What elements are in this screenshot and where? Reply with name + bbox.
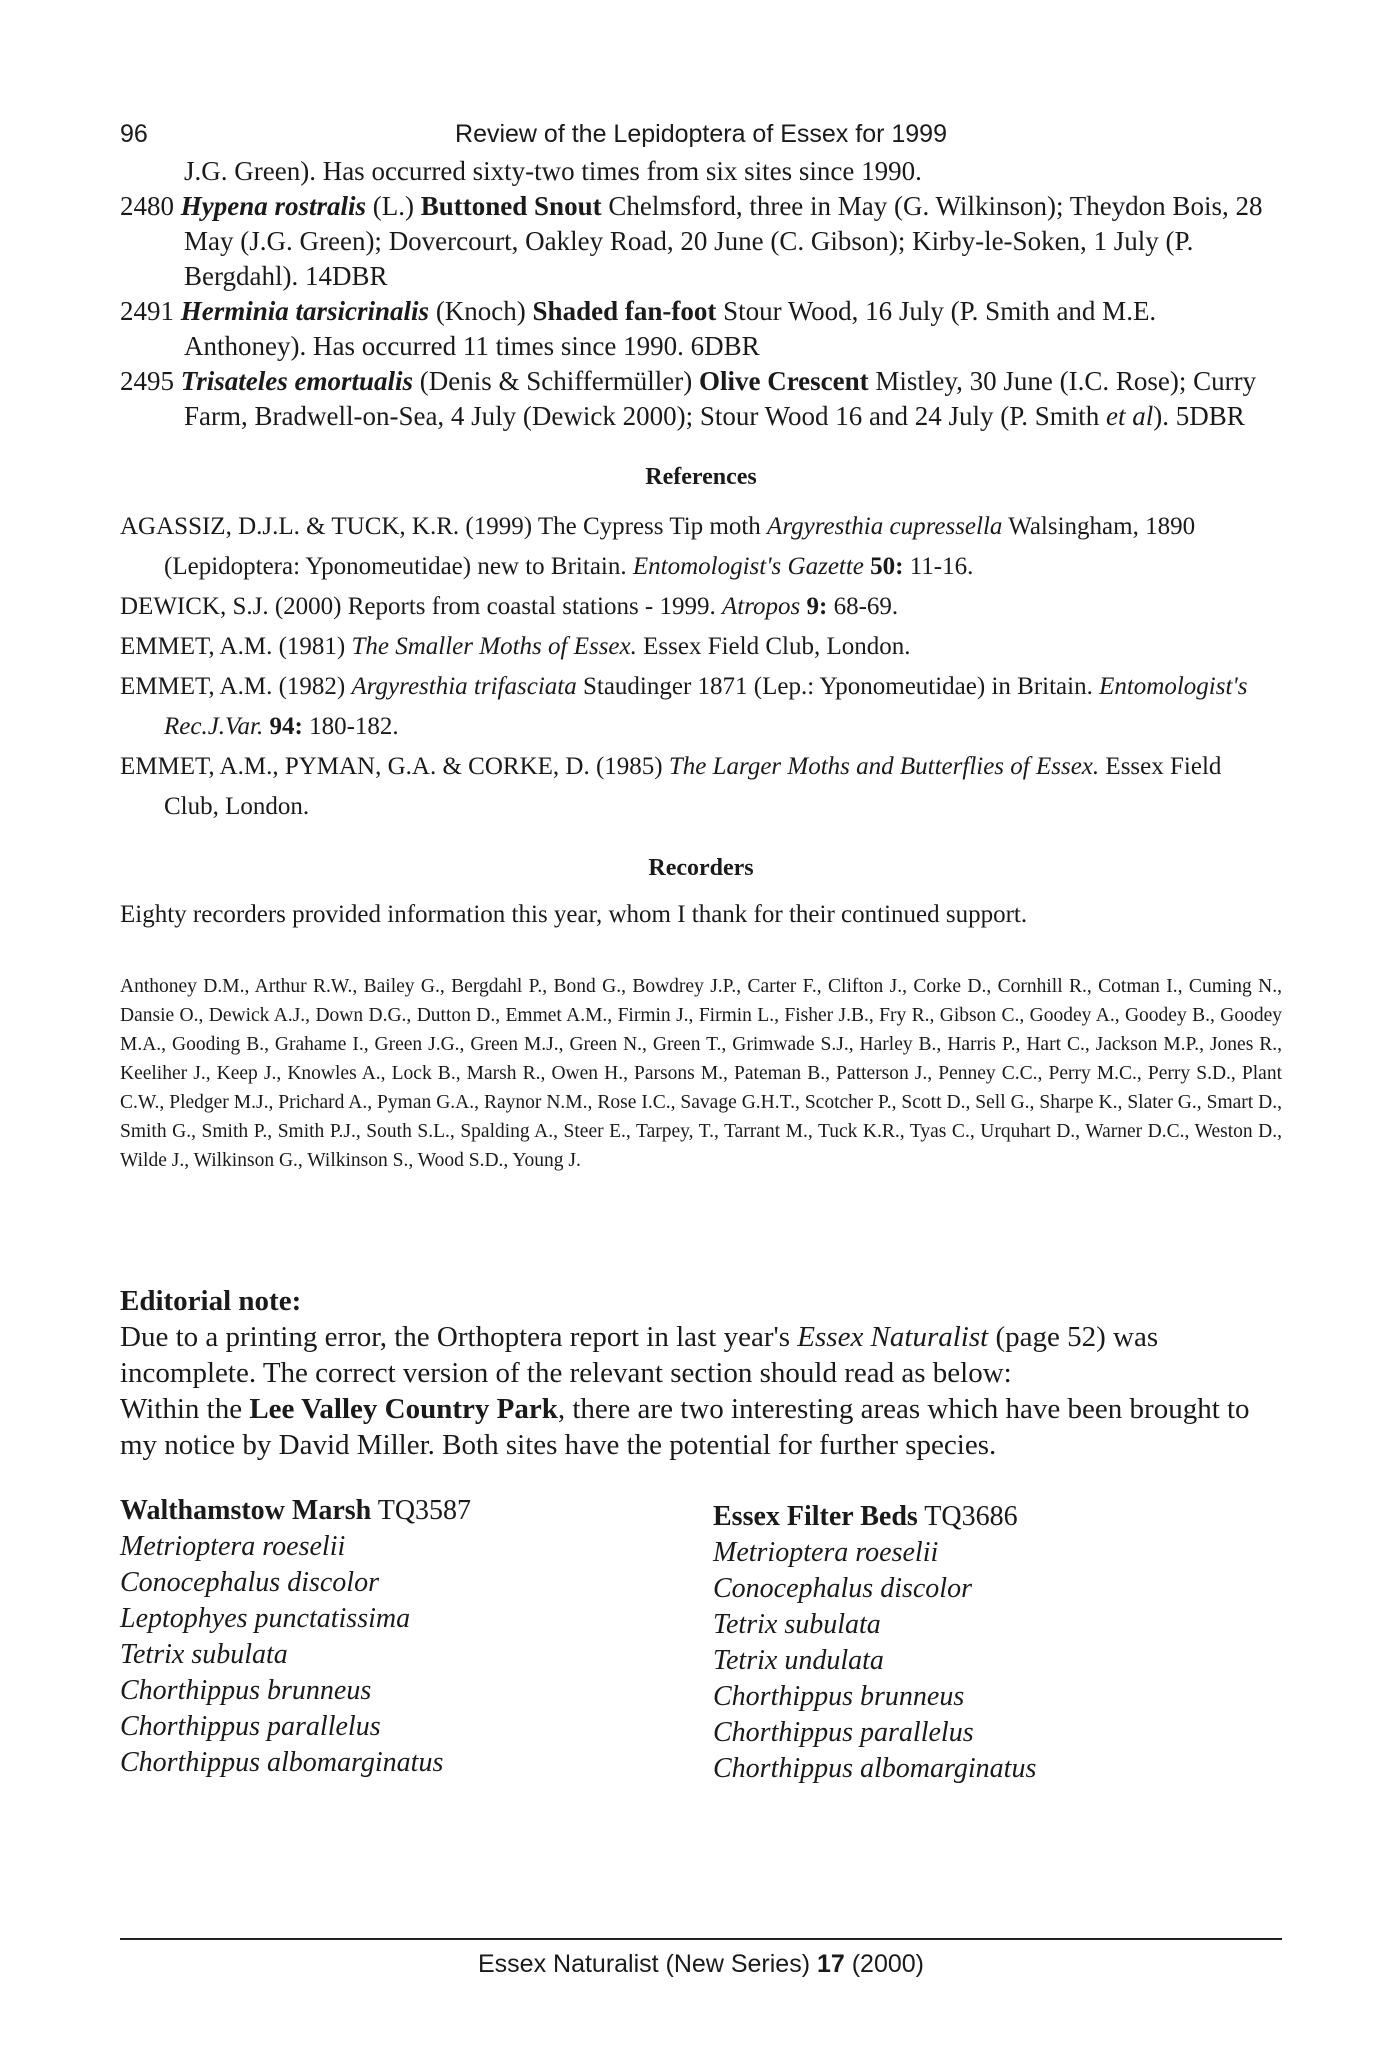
ref-text: EMMET, A.M. (1982) bbox=[120, 673, 352, 700]
site-name: Walthamstow Marsh bbox=[120, 1495, 372, 1526]
site-name: Essex Filter Beds bbox=[713, 1501, 918, 1532]
recorders-list: Anthoney D.M., Arthur R.W., Bailey G., Bergdahl P., Bond G., Bowdrey J.P., Carter F., Clifton J., Corke D., Cornhill R., Cotman I., Cuming N., Dansie O., Dewick A.J., Down D.G., Dutton D., Emmet A.M., Firmin J., Firmin L., Fisher J.B., Fry R., Gibson C., Goodey A., Goodey B., Goodey M.A., Gooding B., Grahame I., Green J.G., Green M.J., Green N., Green T., Grimwade S.J., Harley B., Harris P., Hart C., Jackson M.P., Jones R., Keeliher J., Keep J., Knowles A., Lock B., Marsh R., Owen H., Parsons M., Pateman B., Patterson J., Penney C.C., Perry M.C., Perry S.D., Plant C.W., Pledger M.J., Prichard A., Pyman G.A., Raynor N.M., Rose I.C., Savage G.H.T., Scotcher P., Scott D., Sell G., Sharpe K., Slater G., Smart D., Smith G., Smith P., Smith P.J., South S.L., Spalding A., Steer E., Tarpey, T., Tarrant M., Tuck K.R., Tyas C., Urquhart D., Warner D.C., Weston D., Wilde J., Wilkinson G., Wilkinson S., Wood S.D., Young J. bbox=[120, 976, 1282, 1171]
species-entry-2495 bbox=[120, 364, 1282, 434]
site-heading bbox=[713, 1499, 1036, 1535]
site-column-walthamstow bbox=[120, 1493, 471, 1781]
grid-ref: TQ3587 bbox=[371, 1495, 472, 1526]
species-name: Chorthippus albomarginatus bbox=[713, 1753, 1037, 1784]
ref-text: Essex Field Club, London. bbox=[636, 633, 911, 660]
ref-text: DEWICK, S.J. (2000) Reports from coastal stations - 1999. bbox=[120, 593, 723, 620]
species-name: Conocephalus discolor bbox=[713, 1573, 972, 1604]
ref-pages: 180-182. bbox=[302, 713, 399, 740]
page-footer bbox=[120, 1950, 1282, 1979]
references-heading: References bbox=[645, 464, 757, 490]
ref-text: EMMET, A.M. (1981) bbox=[120, 633, 352, 660]
species-name: Tetrix undulata bbox=[713, 1645, 884, 1676]
species-name: Chorthippus parallelus bbox=[120, 1711, 381, 1742]
species-name: Tetrix subulata bbox=[120, 1639, 288, 1670]
entry-text: Chelmsford, three in May (G. Wilkinson); Theydon Bois, 28 May (J.G. Green); Dovercourt, Oakley Road, 20 June (C. Gibson); Kirby-le-Soken, 1 July (P. Bergdahl). 14DBR bbox=[184, 191, 1263, 291]
footer-text: Essex Naturalist (New Series) bbox=[477, 1950, 817, 1978]
editorial-note bbox=[120, 1283, 1282, 1463]
footer-year: (2000) bbox=[844, 1950, 924, 1978]
ref-text: Walsingham, 1890 (Lepidoptera: Yponomeutidae) new to Britain. bbox=[164, 513, 1196, 580]
reference-item bbox=[120, 667, 1282, 747]
ref-volume: 94: bbox=[269, 713, 303, 740]
running-title: Review of the Lepidoptera of Essex for 1999 bbox=[455, 120, 947, 148]
reference-item bbox=[120, 747, 1282, 827]
ref-italic: Argyresthia trifasciata bbox=[351, 673, 577, 700]
editorial-paragraph bbox=[120, 1391, 1282, 1463]
footer-rule bbox=[120, 1938, 1282, 1940]
species-name: Conocephalus discolor bbox=[120, 1567, 379, 1598]
et-al: et al bbox=[1106, 401, 1154, 431]
reference-item bbox=[120, 627, 1282, 667]
page-header bbox=[120, 110, 1282, 154]
recorders-intro: Eighty recorders provided information this year, whom I thank for their continued support. bbox=[120, 901, 1028, 928]
entry-text: Stour Wood, 16 July (P. Smith and M.E. Anthoney). Has occurred 11 times since 1990. 6DBR bbox=[184, 296, 1157, 361]
species-name: Tetrix subulata bbox=[713, 1609, 881, 1640]
ref-journal: Entomologist's Gazette bbox=[632, 553, 864, 580]
author: (Knoch) bbox=[429, 296, 533, 326]
entry-text: Mistley, 30 June (I.C. Rose); Curry Farm, Bradwell-on-Sea, 4 July (Dewick 2000); Stour Wood 16 and 24 July (P. Smith bbox=[184, 366, 1257, 431]
editorial-text: Due to a printing error, the Orthoptera report in last year's bbox=[120, 1321, 798, 1353]
scientific-name: Herminia tarsicrinalis bbox=[180, 296, 430, 326]
species-name: Chorthippus brunneus bbox=[120, 1675, 372, 1706]
species-entry-2491 bbox=[120, 294, 1282, 364]
recorders-heading: Recorders bbox=[648, 855, 754, 881]
editorial-text: , there are two interesting areas which have been brought to my notice by David Miller. Both sites have the potential for further species. bbox=[120, 1393, 1250, 1461]
entry-end: ). 5DBR bbox=[1153, 401, 1245, 431]
editorial-heading: Editorial note: bbox=[120, 1285, 302, 1317]
reference-item bbox=[120, 507, 1282, 587]
ref-volume: 50: bbox=[870, 553, 904, 580]
grid-ref: TQ3686 bbox=[917, 1501, 1018, 1532]
common-name: Shaded fan-foot bbox=[532, 296, 717, 326]
entry-number: 2491 bbox=[120, 296, 174, 326]
editorial-text: (page 52) was incomplete. The correct version of the relevant section should read as below: bbox=[120, 1321, 1159, 1389]
journal-title: Essex Naturalist bbox=[797, 1321, 989, 1353]
footer-volume: 17 bbox=[816, 1950, 845, 1978]
editorial-paragraph bbox=[120, 1319, 1282, 1391]
entry-number: 2495 bbox=[120, 366, 174, 396]
species-name: Chorthippus parallelus bbox=[713, 1717, 974, 1748]
ref-journal: Entomologist's Rec.J.Var. bbox=[164, 673, 1248, 740]
species-entry-2480 bbox=[120, 189, 1282, 294]
ref-volume: 9: bbox=[806, 593, 828, 620]
ref-pages: 11-16. bbox=[903, 553, 974, 580]
ref-journal: Atropos bbox=[722, 593, 801, 620]
species-name: Chorthippus brunneus bbox=[713, 1681, 965, 1712]
ref-text: EMMET, A.M., PYMAN, G.A. & CORKE, D. (1985) bbox=[120, 753, 669, 780]
entry-number: 2480 bbox=[120, 191, 174, 221]
ref-pages: 68-69. bbox=[827, 593, 899, 620]
author: (Denis & Schiffermüller) bbox=[413, 366, 699, 396]
species-name: Metrioptera roeselii bbox=[713, 1537, 939, 1568]
scientific-name: Hypena rostralis bbox=[180, 191, 367, 221]
ref-text: AGASSIZ, D.J.L. & TUCK, K.R. (1999) The Cypress Tip moth bbox=[120, 513, 768, 540]
species-name: Metrioptera roeselii bbox=[120, 1531, 346, 1562]
reference-item bbox=[120, 587, 1282, 627]
species-name: Leptophyes punctatissima bbox=[120, 1603, 411, 1634]
ref-text: Staudinger 1871 (Lep.: Yponomeutidae) in Britain. bbox=[576, 673, 1100, 700]
ref-text: Essex Field Club, London. bbox=[164, 753, 1222, 820]
site-column-filter-beds bbox=[713, 1499, 1036, 1787]
editorial-text: Within the bbox=[120, 1393, 250, 1425]
ref-italic: The Larger Moths and Butterflies of Essex. bbox=[668, 753, 1100, 780]
common-name: Olive Crescent bbox=[698, 366, 869, 396]
species-name: Chorthippus albomarginatus bbox=[120, 1747, 444, 1778]
entry-continuation: J.G. Green). Has occurred sixty-two times from six sites since 1990. bbox=[184, 156, 922, 186]
site-species-columns bbox=[120, 1493, 1282, 1823]
author: (L.) bbox=[366, 191, 421, 221]
park-name: Lee Valley Country Park bbox=[249, 1393, 558, 1425]
page bbox=[120, 110, 1282, 1823]
scientific-name: Trisateles emortualis bbox=[180, 366, 414, 396]
common-name: Buttoned Snout bbox=[420, 191, 602, 221]
page-number: 96 bbox=[120, 120, 148, 148]
ref-italic: The Smaller Moths of Essex. bbox=[351, 633, 637, 660]
ref-italic: Argyresthia cupressella bbox=[767, 513, 1003, 540]
site-heading bbox=[120, 1493, 471, 1529]
